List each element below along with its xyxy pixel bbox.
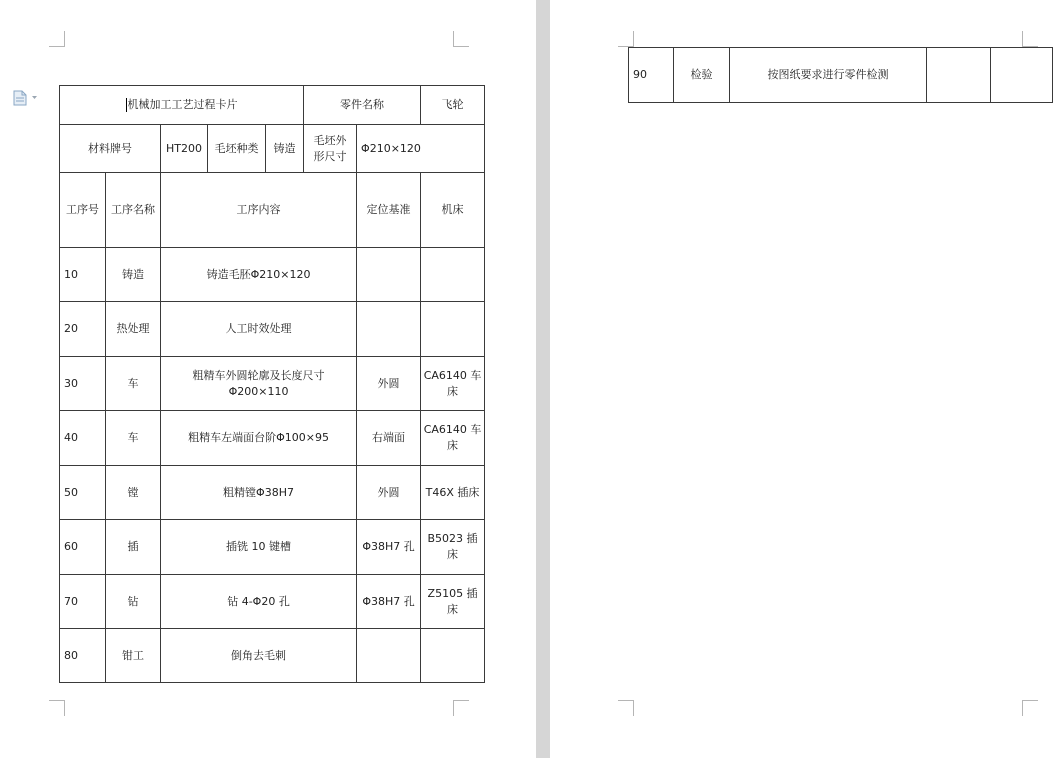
- blank-type-value: 铸造: [266, 125, 304, 173]
- step-no: 30: [60, 357, 106, 411]
- step-name: 镗: [106, 466, 161, 520]
- step-machine: B5023 插床: [421, 520, 485, 575]
- dropdown-arrow-icon: [32, 96, 37, 99]
- step-datum: 外圆: [357, 466, 421, 520]
- step-datum: Φ38H7 孔: [357, 575, 421, 629]
- header-machine: 机床: [421, 173, 485, 248]
- step-content: 粗精镗Φ38H7: [161, 466, 357, 520]
- step-no: 70: [60, 575, 106, 629]
- margin-mark-top-left: [618, 31, 634, 47]
- margin-mark-bottom-right: [1022, 700, 1038, 716]
- document-icon[interactable]: [13, 90, 39, 106]
- margin-mark-top-left: [49, 31, 65, 47]
- step-content: 粗精车左端面台阶Φ100×95: [161, 411, 357, 466]
- step-machine: [421, 302, 485, 357]
- step-content: 人工时效处理: [161, 302, 357, 357]
- card-title-cell[interactable]: [60, 86, 304, 125]
- header-step-no: 工序号: [60, 173, 106, 248]
- table-row: [629, 48, 1053, 103]
- step-name: 热处理: [106, 302, 161, 357]
- table-row: [60, 466, 485, 520]
- step-name: 钻: [106, 575, 161, 629]
- step-no: 10: [60, 248, 106, 302]
- step-content: 按图纸要求进行零件检测: [730, 48, 927, 103]
- table-row: [60, 629, 485, 683]
- step-no: 20: [60, 302, 106, 357]
- step-datum: [357, 302, 421, 357]
- step-content: 粗精车外圆轮廓及长度尺寸Φ200×110: [161, 357, 357, 411]
- card-title: 机械加工工艺过程卡片: [127, 98, 238, 111]
- table-row: [60, 302, 485, 357]
- text-cursor: [126, 98, 127, 112]
- table-row: [60, 248, 485, 302]
- step-machine: T46X 插床: [421, 466, 485, 520]
- step-no: 80: [60, 629, 106, 683]
- step-datum: Φ38H7 孔: [357, 520, 421, 575]
- step-machine: [421, 629, 485, 683]
- material-value: HT200: [161, 125, 208, 173]
- table-row: [60, 520, 485, 575]
- step-no: 50: [60, 466, 106, 520]
- step-machine: [991, 48, 1053, 103]
- step-name: 检验: [674, 48, 730, 103]
- step-no: 40: [60, 411, 106, 466]
- process-card-table: [59, 85, 485, 683]
- step-no: 90: [629, 48, 674, 103]
- blank-size-value: Φ210×120: [357, 125, 485, 173]
- blank-size-label: 毛坯外 形尺寸: [304, 125, 357, 173]
- margin-mark-top-right: [1022, 31, 1038, 47]
- header-row: [60, 173, 485, 248]
- table-row: [60, 357, 485, 411]
- step-content: 铸造毛胚Φ210×120: [161, 248, 357, 302]
- step-content: 插铣 10 键槽: [161, 520, 357, 575]
- margin-mark-top-right: [453, 31, 469, 47]
- header-step-name: 工序名称: [106, 173, 161, 248]
- part-name-label: 零件名称: [304, 86, 421, 125]
- title-row: [60, 86, 485, 125]
- blank-type-label: 毛坯种类: [208, 125, 266, 173]
- margin-mark-bottom-right: [453, 700, 469, 716]
- step-datum: 右端面: [357, 411, 421, 466]
- step-machine: Z5105 插床: [421, 575, 485, 629]
- step-machine: [421, 248, 485, 302]
- material-row: [60, 125, 485, 173]
- step-datum: 外圆: [357, 357, 421, 411]
- step-content: 钻 4-Φ20 孔: [161, 575, 357, 629]
- margin-mark-bottom-left: [618, 700, 634, 716]
- process-card-table-continued: [628, 47, 1053, 103]
- step-machine: CA6140 车床: [421, 357, 485, 411]
- step-content: 倒角去毛刺: [161, 629, 357, 683]
- step-name: 车: [106, 357, 161, 411]
- step-name: 钳工: [106, 629, 161, 683]
- step-datum: [927, 48, 991, 103]
- part-name-value: 飞轮: [421, 86, 485, 125]
- step-name: 铸造: [106, 248, 161, 302]
- step-no: 60: [60, 520, 106, 575]
- document-page-2: [550, 0, 1058, 758]
- step-machine: CA6140 车床: [421, 411, 485, 466]
- step-name: 车: [106, 411, 161, 466]
- material-label: 材料牌号: [60, 125, 161, 173]
- header-content: 工序内容: [161, 173, 357, 248]
- margin-mark-bottom-left: [49, 700, 65, 716]
- table-row: [60, 575, 485, 629]
- page-gutter: [536, 0, 550, 758]
- header-datum: 定位基准: [357, 173, 421, 248]
- step-datum: [357, 248, 421, 302]
- table-row: [60, 411, 485, 466]
- step-datum: [357, 629, 421, 683]
- step-name: 插: [106, 520, 161, 575]
